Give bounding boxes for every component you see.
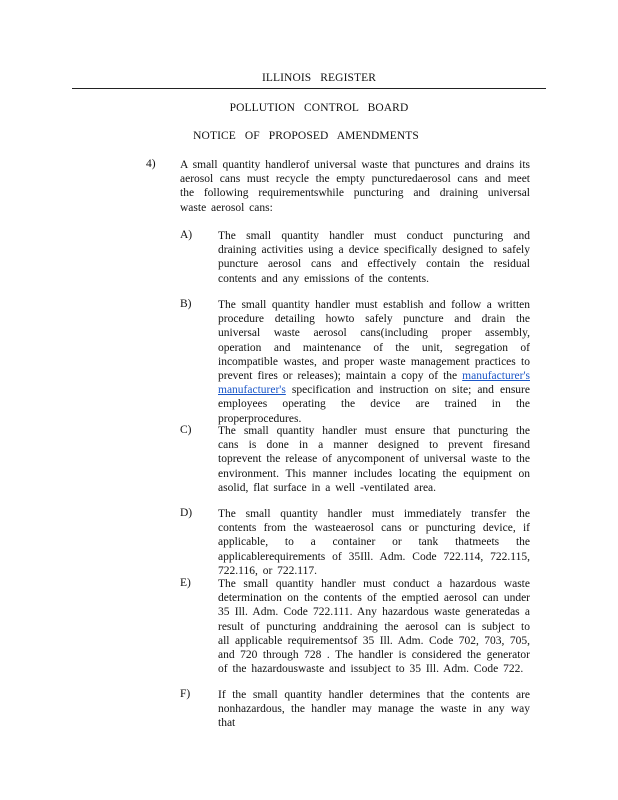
item-4-number: 4) <box>146 158 156 170</box>
header-register-title: ILLINOIS REGISTER <box>261 72 377 84</box>
subitem-a-text: The small quantity handler must conduct puncturing and draining activities using a device specifically designed to safely puncture aerosol cans and effectively contain the residual contents and any emissions of the contents. <box>218 230 530 285</box>
subitem-a-letter: A) <box>180 229 193 241</box>
header-rule <box>72 88 546 89</box>
subitem-b-text <box>218 298 530 426</box>
subitem-d-text: The small quantity handler must immediately transfer the contents from the wasteaerosol cans or puncturing device, if applicable, to a container or tank thatmeets the applicablerequirements of 35Ill. Adm. Code 722.114, 722.115, 722.116, or 722.117. <box>218 508 530 577</box>
header-notice-title: NOTICE OF PROPOSED AMENDMENTS <box>193 130 419 142</box>
subitem-f-letter: F) <box>180 688 191 700</box>
subitem-f-text: If the small quantity handler determines that the contents are nonhazardous, the handler may manage the waste in any way that <box>218 689 530 730</box>
subitem-b-letter: B) <box>180 298 192 310</box>
subitem-c-text: The small quantity handler must ensure that puncturing the cans is done in a manner designed to prevent firesand toprevent the release of anycomponent of universal waste to the environment. This manner includes locating the equipment on asolid, flat surface in a well -ventilated area. <box>218 425 530 494</box>
header-board-title: POLLUTION CONTROL BOARD <box>229 102 409 114</box>
subitem-b-text-after: specification and instruction on site; and ensure employees operating the device are trained in the properprocedures. <box>218 384 530 425</box>
subitem-c-letter: C) <box>180 424 192 436</box>
subitem-e-text: The small quantity handler must conduct a hazardous waste determination on the contents of the emptied aerosol can under 35 Ill. Adm. Code 722.111. Any hazardous waste generatedas a result of puncturing anddraining the aerosol can is subject to all applicable requirementsof 35 Ill. Adm. Code 702, 703, 705, and 720 through 728 . The handler is considered the generator of the hazardouswaste and issubject to 35 Ill. Adm. Code 722. <box>218 578 530 676</box>
subitem-d-letter: D) <box>180 507 193 519</box>
subitem-b-text-before: The small quantity handler must establish and follow a written procedure detailing howto safely puncture and drain the universal waste aerosol cans(including proper assembly, operation and maintenance of the unit, segregation of incompatible wastes, and proper waste management practices to prevent fires or releases); maintain a copy of the <box>218 299 530 383</box>
item-4-text: A small quantity handlerof universal waste that punctures and drains its aerosol cans must recycle the empty puncturedaerosol cans and meet the following requirementswhile puncturing and draining universal waste aerosol cans: <box>180 159 530 214</box>
subitem-e-letter: E) <box>180 577 191 589</box>
manufacturer-link[interactable]: manufacturer's manufacturer's <box>218 370 530 397</box>
